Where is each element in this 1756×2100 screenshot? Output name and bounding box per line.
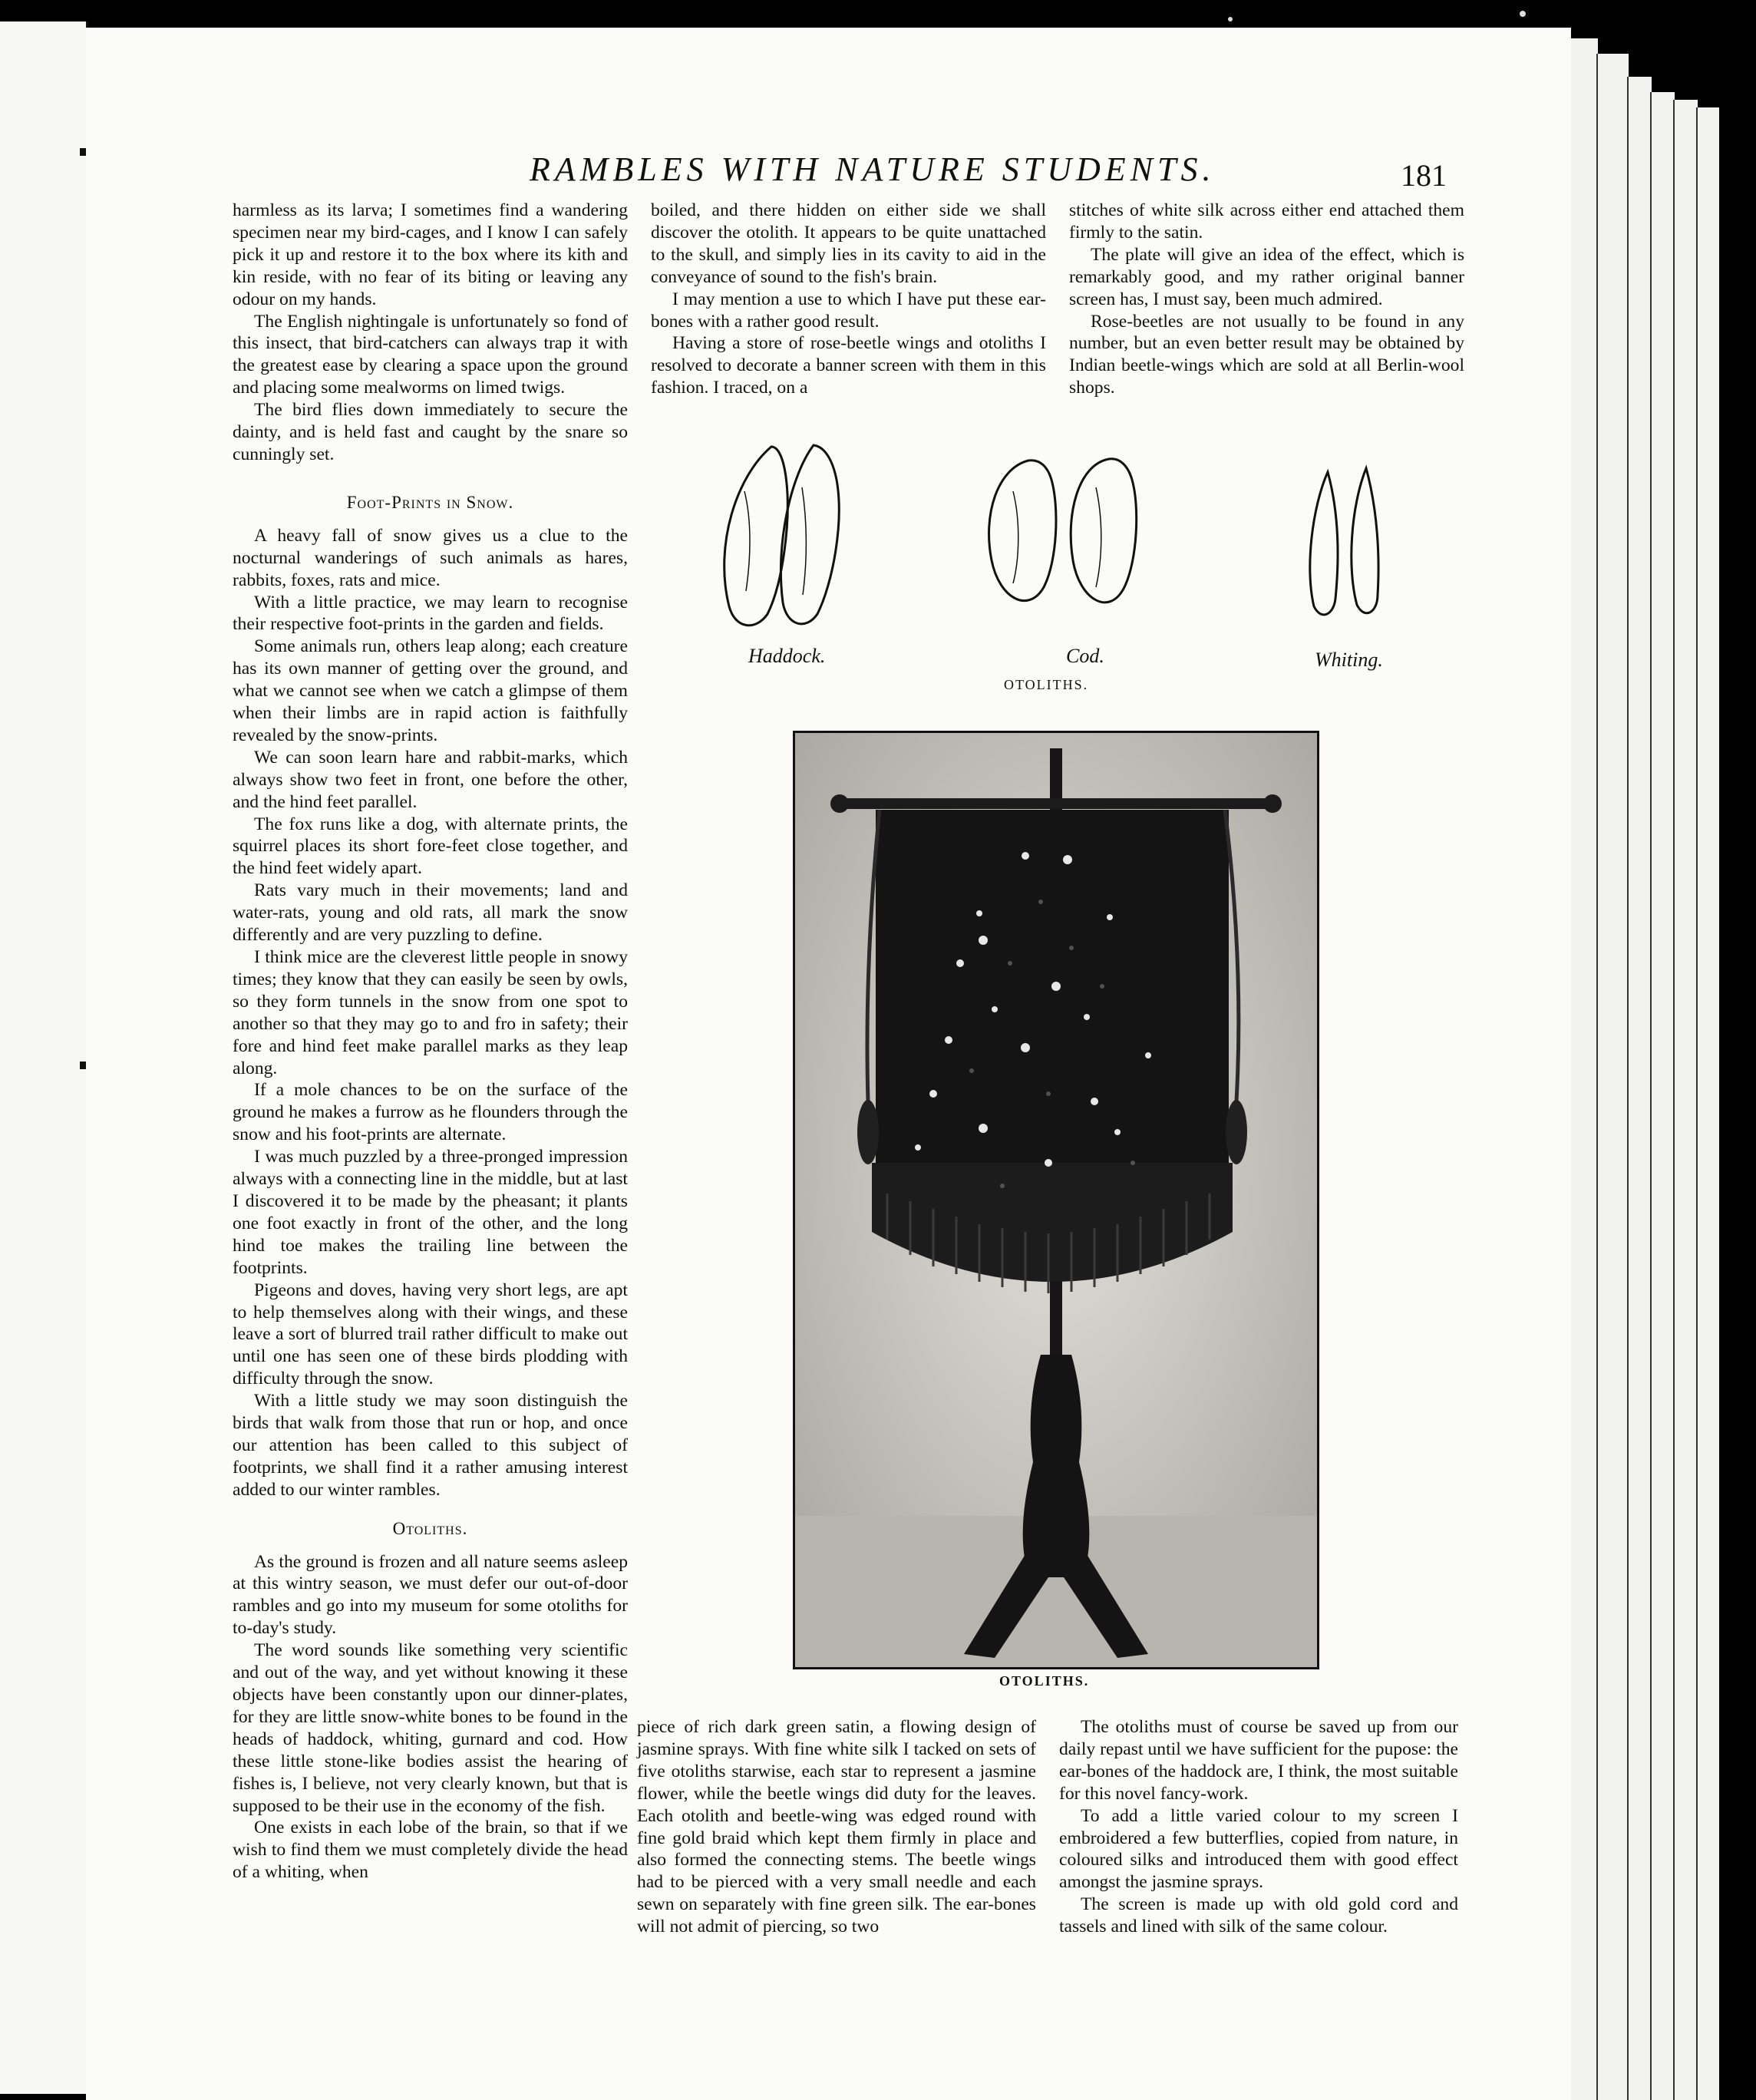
label-whiting: Whiting. [1315, 649, 1383, 671]
paragraph: The English nightingale is unfortunately so fond of this insect, that bird-catchers can always trap it with the greatest ease by clearing a space upon the ground and placing some mealworms on limed twigs. [233, 311, 628, 398]
section-heading: Foot-Prints in Snow. [346, 492, 514, 512]
figure-caption: OTOLITHS. [1004, 677, 1089, 692]
column-middle-bottom [637, 1716, 1036, 1938]
otoliths-drawing [691, 430, 1458, 645]
page-edge [1673, 100, 1698, 2100]
column-right-bottom [1059, 1716, 1458, 1938]
scan-speck [1228, 17, 1233, 21]
paragraph: With a little practice, we may learn to recognise their respective foot-prints in the garden and fields. [233, 592, 628, 635]
haddock-otoliths [725, 445, 839, 626]
column-left [233, 200, 628, 1884]
paragraph: The otoliths must of course be saved up from our daily repast until we have sufficient for the pupose: the ear-bones of the haddock are, I think, the most suitable for this novel fancy-work. [1059, 1717, 1458, 1804]
page-edge [1696, 107, 1719, 2100]
page-edge [1627, 77, 1652, 2100]
paragraph: Pigeons and doves, having very short legs, are apt to help themselves along with their wings, and these leave a sort of blurred trail rather difficult to make out until one has seen one of these birds plodding with difficulty through the snow. [233, 1279, 628, 1389]
paragraph: A heavy fall of snow gives us a clue to the nocturnal wanderings of such animals as hares, rabbits, foxes, rats and mice. [233, 525, 628, 590]
column-right-top [1069, 200, 1464, 399]
paragraph: To add a little varied colour to my screen I embroidered a few butterflies, copied from nature, in coloured silks and introduced them with good effect amongst the jasmine sprays. [1059, 1805, 1458, 1893]
paragraph: Rose-beetles are not usually to be found in any number, but an even better result may be obtained by Indian beetle-wings which are sold at all Berlin-wool shops. [1069, 311, 1464, 398]
paragraph: The bird flies down immediately to secure the dainty, and is held fast and caught by the snare so cunningly set. [233, 400, 628, 464]
page-edge [1650, 92, 1675, 2100]
paragraph: One exists in each lobe of the brain, so that if we wish to find them we must completely divide the head of a whiting, when [233, 1818, 628, 1883]
paragraph: Having a store of rose-beetle wings and otoliths I resolved to decorate a banner screen with them in this fashion. I traced, on a [651, 333, 1046, 398]
facing-page-edge [0, 21, 88, 2094]
paragraph: Some animals run, others leap along; each creature has its own manner of getting over the ground, and what we cannot see when we catch a glimpse of them when their limbs are in rapid action is faithfully revealed by the snow-prints. [233, 636, 628, 745]
paragraph: boiled, and there hidden on either side we shall discover the otolith. It appears to be quite unattached to the skull, and simply lies in its cavity to aid in the conveyance of sound to the fish's brain. [651, 200, 1046, 287]
banner-screen-photo [793, 731, 1319, 1669]
label-cod: Cod. [1066, 645, 1104, 667]
label-haddock: Haddock. [748, 645, 826, 667]
paragraph: With a little study we may soon distinguish the birds that walk from those that run or hop, and once our attention has been called to this subject of footprints, we shall find it a rather amusing interest added to our winter rambles. [233, 1391, 628, 1500]
paragraph: I was much puzzled by a three-pronged impression always with a connecting line in the middle, but at last I discovered it to be made by the pheasant; it plants one foot exactly in front of the other, and the long hind toe makes the trailing line between the footprints. [233, 1147, 628, 1278]
paragraph: As the ground is frozen and all nature seems asleep at this wintry season, we must defer our out-of-door rambles and go into my museum for some otoliths for to-day's study. [233, 1551, 628, 1639]
banner-screen-illustration [795, 733, 1317, 1667]
paragraph: stitches of white silk across either end attached them firmly to the satin. [1069, 200, 1464, 243]
cod-otoliths [989, 459, 1137, 603]
paragraph: piece of rich dark green satin, a flowing design of jasmine sprays. With fine white silk I tacked on sets of five otoliths starwise, each star to represent a jasmine flower, while the beetle wings did duty for the leaves. Each otolith and beetle-wing was edged round with fine gold braid which kept them firmly in place and also formed the connecting stems. The beetle wings had to be pierced with a very small needle and each sewn on separately with fine green silk. The ear-bones will not admit of piercing, so two [637, 1717, 1036, 1937]
section-heading: Otoliths. [392, 1518, 468, 1538]
paragraph: I may mention a use to which I have put these ear-bones with a rather good result. [651, 289, 1046, 332]
paragraph: Rats vary much in their movements; land and water-rats, young and old rats, all mark the snow differently and are very puzzling to define. [233, 880, 628, 946]
page-number: 181 [1401, 158, 1447, 193]
paragraph: harmless as its larva; I sometimes find a wandering specimen near my bird-cages, and I know I can safely pick it up and restore it to the box where its kith and kin reside, with no fear of its biting or leaving any odour on my hands. [233, 200, 628, 309]
page-edge [1596, 54, 1629, 2100]
photo-caption: OTOLITHS. [999, 1673, 1090, 1689]
paragraph: The plate will give an idea of the effect, which is remarkably good, and my rather original banner screen has, I must say, been much admired. [1069, 244, 1464, 309]
paragraph: The word sounds like something very scientific and out of the way, and yet without knowing it these objects have been constantly upon our dinner-plates, for they are little snow-white bones to be found in the heads of haddock, whiting, gurnard and cod. How these little stone-like bodies assist the hearing of fishes is, I believe, not very clearly known, but that is supposed to be their use in the economy of the fish. [233, 1640, 628, 1816]
paragraph: I think mice are the cleverest little people in snowy times; they know that they can easily be seen by owls, so they form tunnels in the snow from one spot to another so that they may go to and fro in safety; their fore and hind feet make parallel marks as they leap along. [233, 947, 628, 1078]
running-title: RAMBLES WITH NATURE STUDENTS. [530, 150, 1216, 188]
paragraph: We can soon learn hare and rabbit-marks, which always show two feet in front, one before the other, and the hind feet parallel. [233, 747, 628, 812]
paragraph: The fox runs like a dog, with alternate prints, the squirrel places its short fore-feet close together, and the hind feet widely apart. [233, 814, 628, 879]
paragraph: If a mole chances to be on the surface of the ground he makes a furrow as he flounders through the snow and his foot-prints are alternate. [233, 1080, 628, 1145]
column-middle-top [651, 200, 1046, 399]
scan-speck [1520, 11, 1526, 17]
paragraph: The screen is made up with old gold cord and tassels and lined with silk of the same colour. [1059, 1894, 1458, 1937]
whiting-otoliths [1310, 468, 1378, 615]
